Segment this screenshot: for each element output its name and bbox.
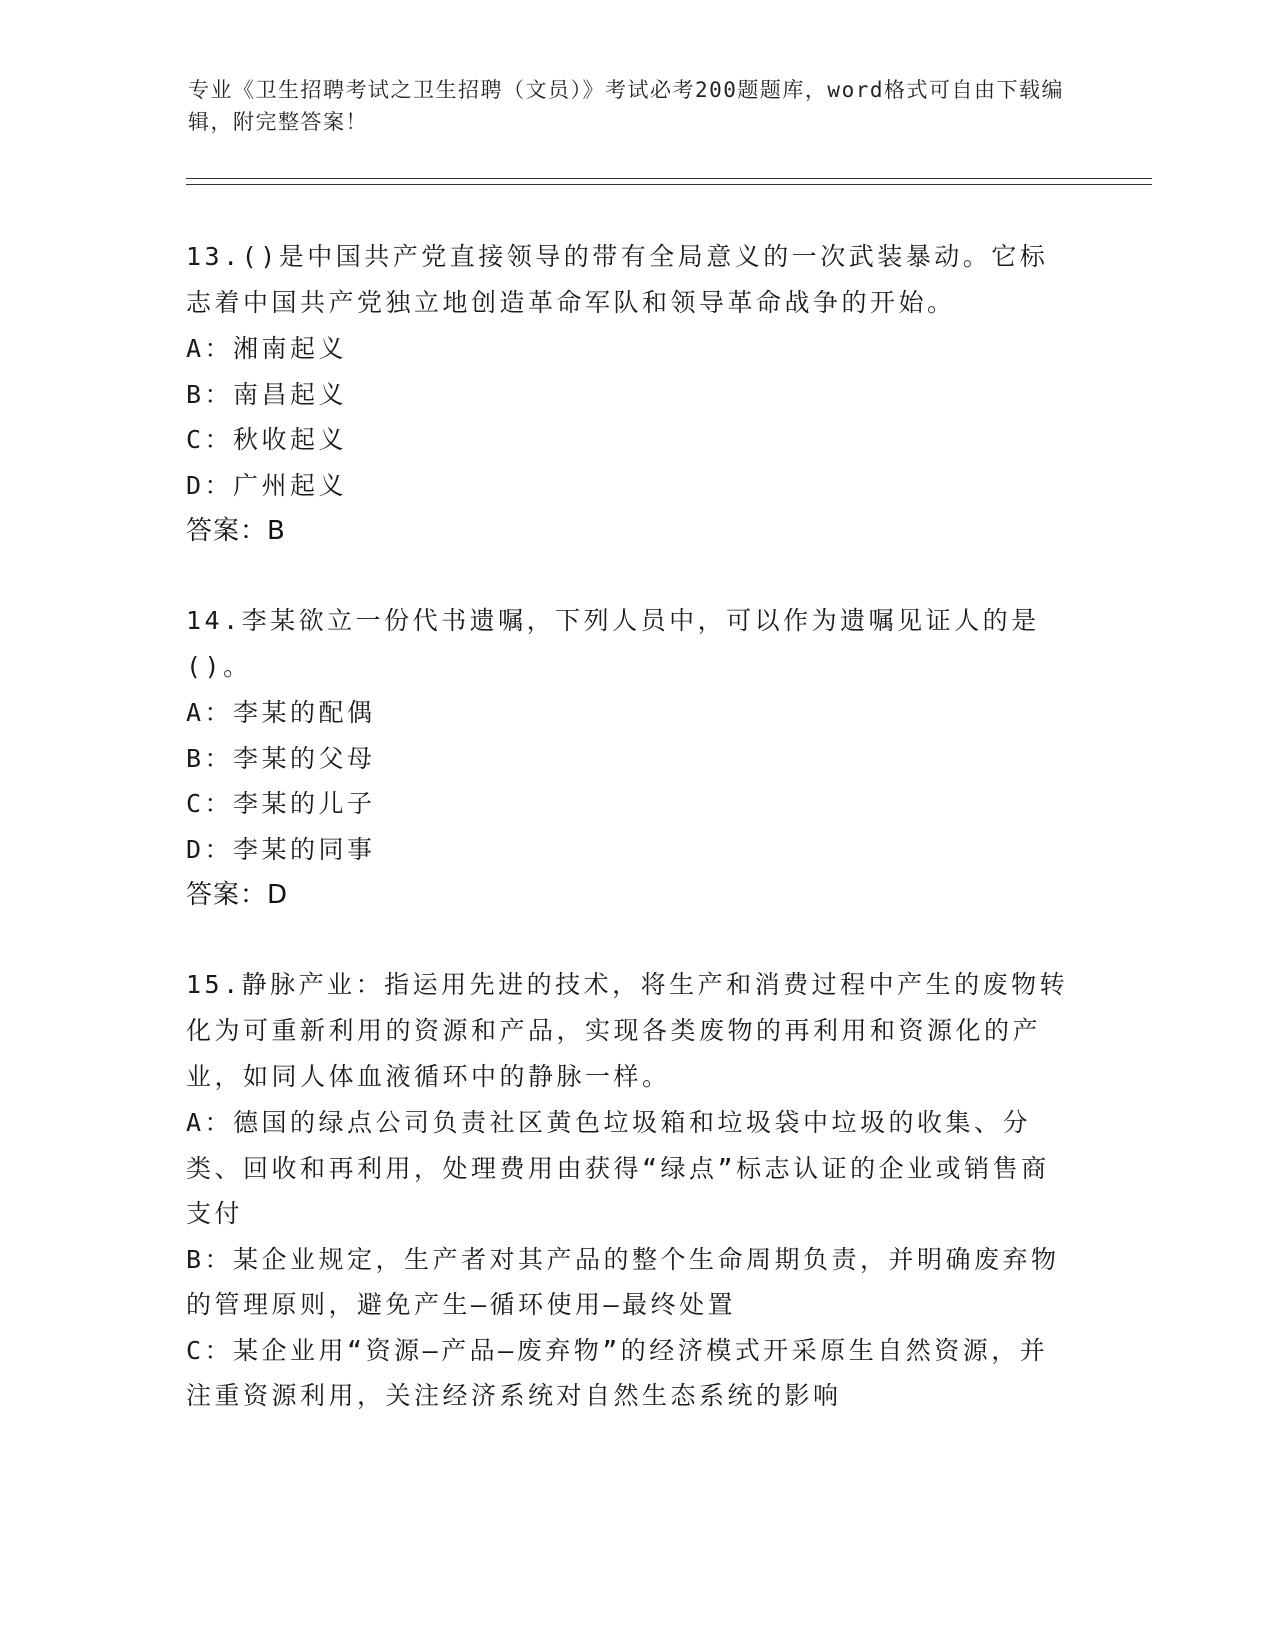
option-c: C：李某的儿子: [186, 789, 376, 818]
document-header: 专业《卫生招聘考试之卫生招聘（文员）》考试必考200题题库，word格式可自由下载编辑，附完整答案！: [188, 78, 1064, 134]
option-d: D：广州起义: [186, 470, 348, 500]
question-stem: 14.李某欲立一份代书遗嘱，下列人员中，可以作为遗嘱见证人的是()。: [186, 606, 1040, 681]
answer-line: 答案：B: [186, 516, 286, 546]
question-15: [186, 962, 1076, 1419]
option-b: B：李某的父母: [186, 743, 376, 773]
answer-line: 答案：D: [186, 880, 289, 910]
option-a: A：李某的配偶: [186, 698, 376, 727]
option-d: D：李某的同事: [186, 834, 376, 864]
question-14: [186, 598, 1076, 918]
option-a: A：德国的绿点公司负责社区黄色垃圾箱和垃圾袋中垃圾的收集、分类、回收和再利用，处理费用由获得“绿点”标志认证的企业或销售商支付: [186, 1108, 1050, 1228]
question-stem: 15.静脉产业：指运用先进的技术，将生产和消费过程中产生的废物转化为可重新利用的资源和产品，实现各类废物的再利用和资源化的产业，如同人体血液循环中的静脉一样。: [186, 970, 1069, 1091]
option-c: C：秋收起义: [186, 425, 348, 454]
question-stem: 13.()是中国共产党直接领导的带有全局意义的一次武装暴动。它标志着中国共产党独立地创造革命军队和领导革命战争的开始。: [186, 242, 1049, 317]
header-rule-bottom: [186, 184, 1152, 185]
option-c: C：某企业用“资源—产品—废弃物”的经济模式开采原生自然资源，并注重资源利用，关注经济系统对自然生态系统的影响: [186, 1335, 1049, 1410]
question-13: [186, 234, 1076, 554]
option-b: B：某企业规定，生产者对其产品的整个生命周期负责，并明确废弃物的管理原则，避免产生—循环使用—最终处置: [186, 1244, 1060, 1319]
option-a: A：湘南起义: [186, 334, 348, 363]
header-rule-top: [186, 178, 1152, 179]
option-b: B：南昌起义: [186, 379, 348, 409]
